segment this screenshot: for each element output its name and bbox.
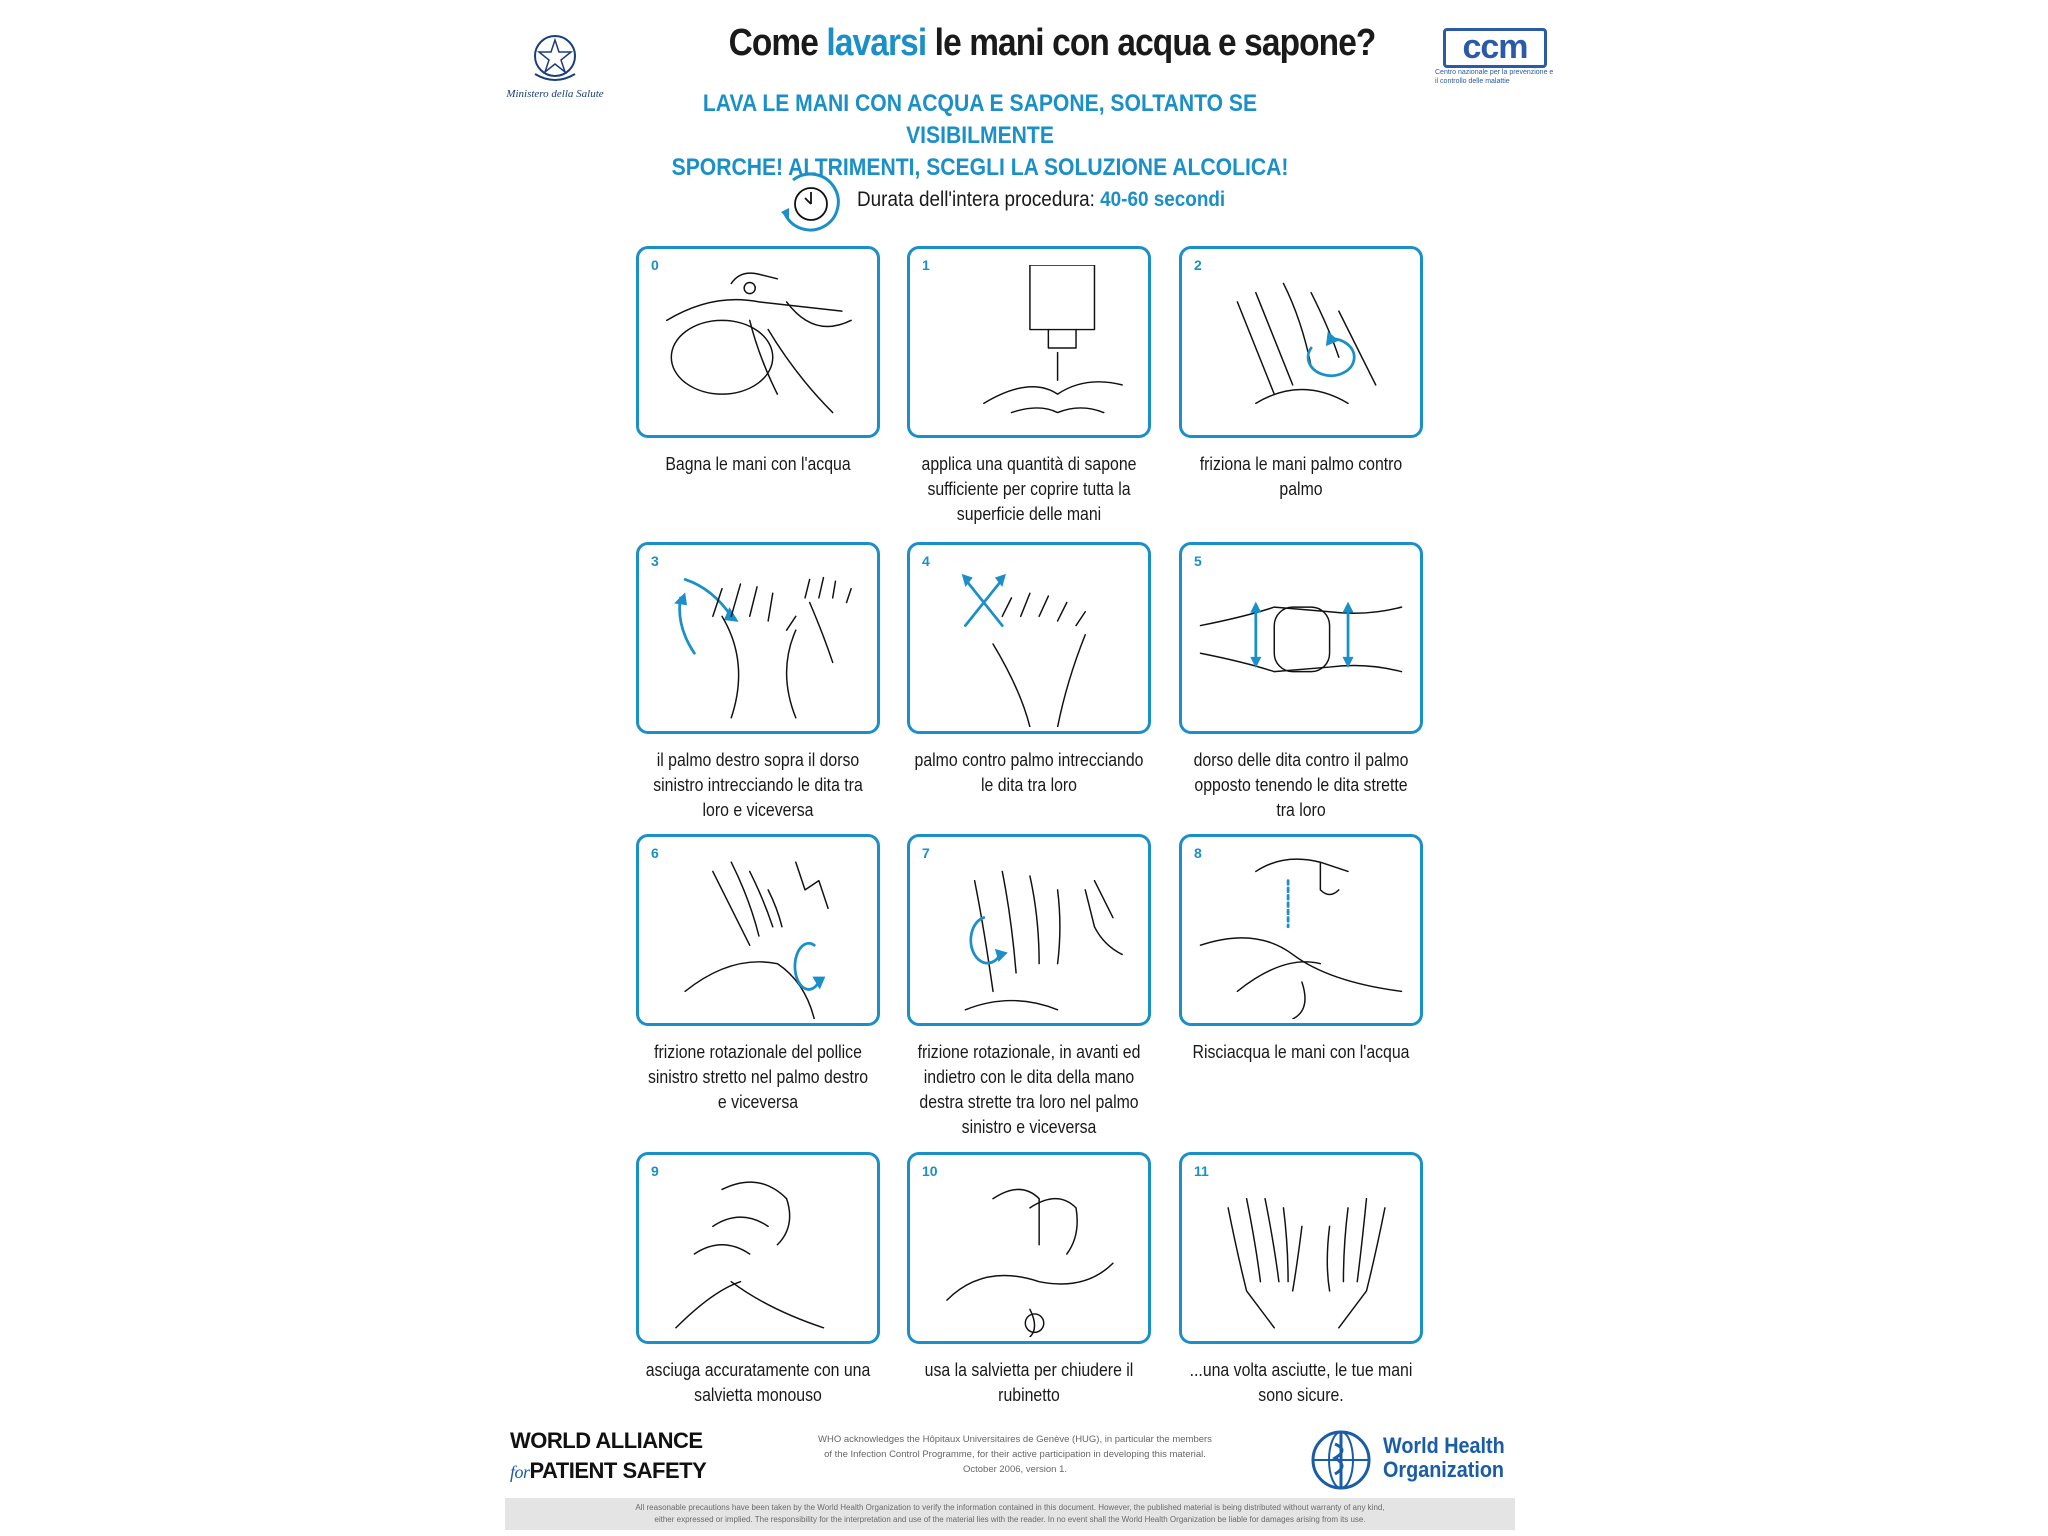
step-frame — [1179, 834, 1423, 1026]
hand-illustration-icon — [649, 853, 867, 1019]
step-number: 4 — [922, 553, 930, 569]
ministero-caption: Ministero della Salute — [506, 88, 604, 100]
step-frame — [636, 542, 880, 734]
ack-line-3: October 2006, version 1. — [962, 1464, 1068, 1475]
step-caption: asciuga accuratamente con una salvietta monouso — [645, 1360, 871, 1405]
hand-illustration-icon — [649, 1171, 867, 1337]
who-line-2: Organization — [1383, 1457, 1505, 1482]
wa-line-2 — [510, 1458, 710, 1484]
step-frame — [907, 542, 1151, 734]
hand-illustration-icon — [1192, 1171, 1410, 1337]
who-line-1: World Health — [1383, 1433, 1505, 1458]
emblem-icon — [505, 30, 605, 90]
step-caption: usa la salvietta per chiudere il rubinetto — [924, 1360, 1134, 1405]
who-logo — [1305, 1424, 1525, 1494]
hand-illustration-icon — [920, 853, 1138, 1019]
step-frame — [1179, 1152, 1423, 1344]
step-caption: Bagna le mani con l'acqua — [665, 454, 851, 474]
title-post: le mani con acqua e sapone? — [926, 22, 1376, 64]
duration-label — [857, 188, 1225, 212]
step-number: 9 — [651, 1163, 659, 1179]
hand-illustration-icon — [649, 265, 867, 431]
step-frame — [636, 834, 880, 1026]
step-frame — [907, 1152, 1151, 1344]
step-caption: frizione rotazionale, in avanti ed indietro con le dita della mano destra strette tra loro nel palmo sinistro e viceversa — [917, 1042, 1141, 1137]
step-caption: ...una volta asciutte, le tue mani sono sicure. — [1189, 1360, 1413, 1405]
world-alliance-logo — [510, 1428, 710, 1484]
step-frame — [1179, 246, 1423, 438]
hand-illustration-icon — [920, 561, 1138, 727]
step-caption: dorso delle dita contro il palmo opposto tenendo le dita strette tra loro — [1193, 750, 1409, 820]
title-highlight: lavarsi — [826, 22, 927, 64]
who-emblem-icon — [1305, 1424, 1377, 1496]
step-caption: Risciacqua le mani con l'acqua — [1192, 1042, 1410, 1062]
ack-line-2: of the Infection Control Programme, for their active participation in developing this material. — [824, 1449, 1206, 1460]
who-text — [1383, 1434, 1505, 1482]
duration-value: 40-60 secondi — [1100, 188, 1226, 211]
step-frame — [907, 246, 1151, 438]
step-number: 11 — [1194, 1163, 1209, 1179]
step-caption: applica una quantità di sapone sufficiente per coprire tutta la superficie delle mani — [921, 454, 1137, 524]
step-number: 5 — [1194, 553, 1202, 569]
hand-illustration-icon — [920, 1171, 1138, 1337]
step-number: 1 — [922, 257, 930, 273]
step-caption: il palmo destro sopra il dorso sinistro intrecciando le dita tra loro e viceversa — [653, 750, 863, 820]
subtitle-line-2: SPORCHE! ALTRIMENTI, SCEGLI LA SOLUZIONE ALCOLICA! — [671, 154, 1289, 181]
step-frame — [636, 1152, 880, 1344]
step-number: 0 — [651, 257, 659, 273]
wa-line-2-text: PATIENT SAFETY — [529, 1458, 707, 1483]
step-number: 6 — [651, 845, 659, 861]
footer — [505, 1420, 1555, 1530]
title-pre: Come — [728, 22, 827, 64]
step-number: 7 — [922, 845, 930, 861]
step-number: 8 — [1194, 845, 1202, 861]
poster — [505, 0, 1555, 1536]
acknowledgement — [760, 1432, 1270, 1477]
wa-for: for — [510, 1462, 530, 1482]
step-number: 10 — [922, 1163, 938, 1179]
ministero-salute-logo — [505, 30, 605, 110]
hand-illustration-icon — [649, 561, 867, 727]
step-frame — [636, 246, 880, 438]
hand-illustration-icon — [1192, 853, 1410, 1019]
disclaimer — [505, 1498, 1515, 1530]
step-caption: palmo contro palmo intrecciando le dita tra loro — [914, 750, 1144, 795]
step-frame — [907, 834, 1151, 1026]
ccm-logo-text: ccm — [1443, 28, 1547, 68]
hand-illustration-icon — [1192, 561, 1410, 727]
subtitle-line-1: LAVA LE MANI CON ACQUA E SAPONE, SOLTANTO SE VISIBILMENTE — [702, 90, 1258, 149]
step-number: 2 — [1194, 257, 1202, 273]
duration-row — [775, 168, 1226, 238]
disclaimer-line-1: All reasonable precautions have been taken by the World Health Organization to verify the information contained in this document. However, the published material is being distributed without warranty of any kind, — [635, 1503, 1385, 1512]
stopwatch-icon — [775, 168, 845, 238]
wa-line-1: WORLD ALLIANCE — [510, 1428, 703, 1453]
step-caption: friziona le mani palmo contro palmo — [1199, 454, 1403, 499]
page-title — [728, 22, 1376, 65]
disclaimer-line-2: either expressed or implied. The responsibility for the interpretation and use of the material lies with the reader. In no event shall the World Health Organization be liable for damages arising from its use. — [654, 1515, 1366, 1524]
step-caption: frizione rotazionale del pollice sinistro stretto nel palmo destro e viceversa — [647, 1042, 869, 1112]
hand-illustration-icon — [1192, 265, 1410, 431]
ccm-logo — [1425, 28, 1555, 98]
hand-illustration-icon — [920, 265, 1138, 431]
step-frame — [1179, 542, 1423, 734]
step-number: 3 — [651, 553, 659, 569]
ack-line-1: WHO acknowledges the Hôpitaux Universitaires de Genève (HUG), in particular the members — [818, 1434, 1212, 1445]
duration-text: Durata dell'intera procedura: — [857, 188, 1101, 211]
ccm-caption: Centro nazionale per la prevenzione e il controllo delle malattie — [1435, 69, 1554, 85]
